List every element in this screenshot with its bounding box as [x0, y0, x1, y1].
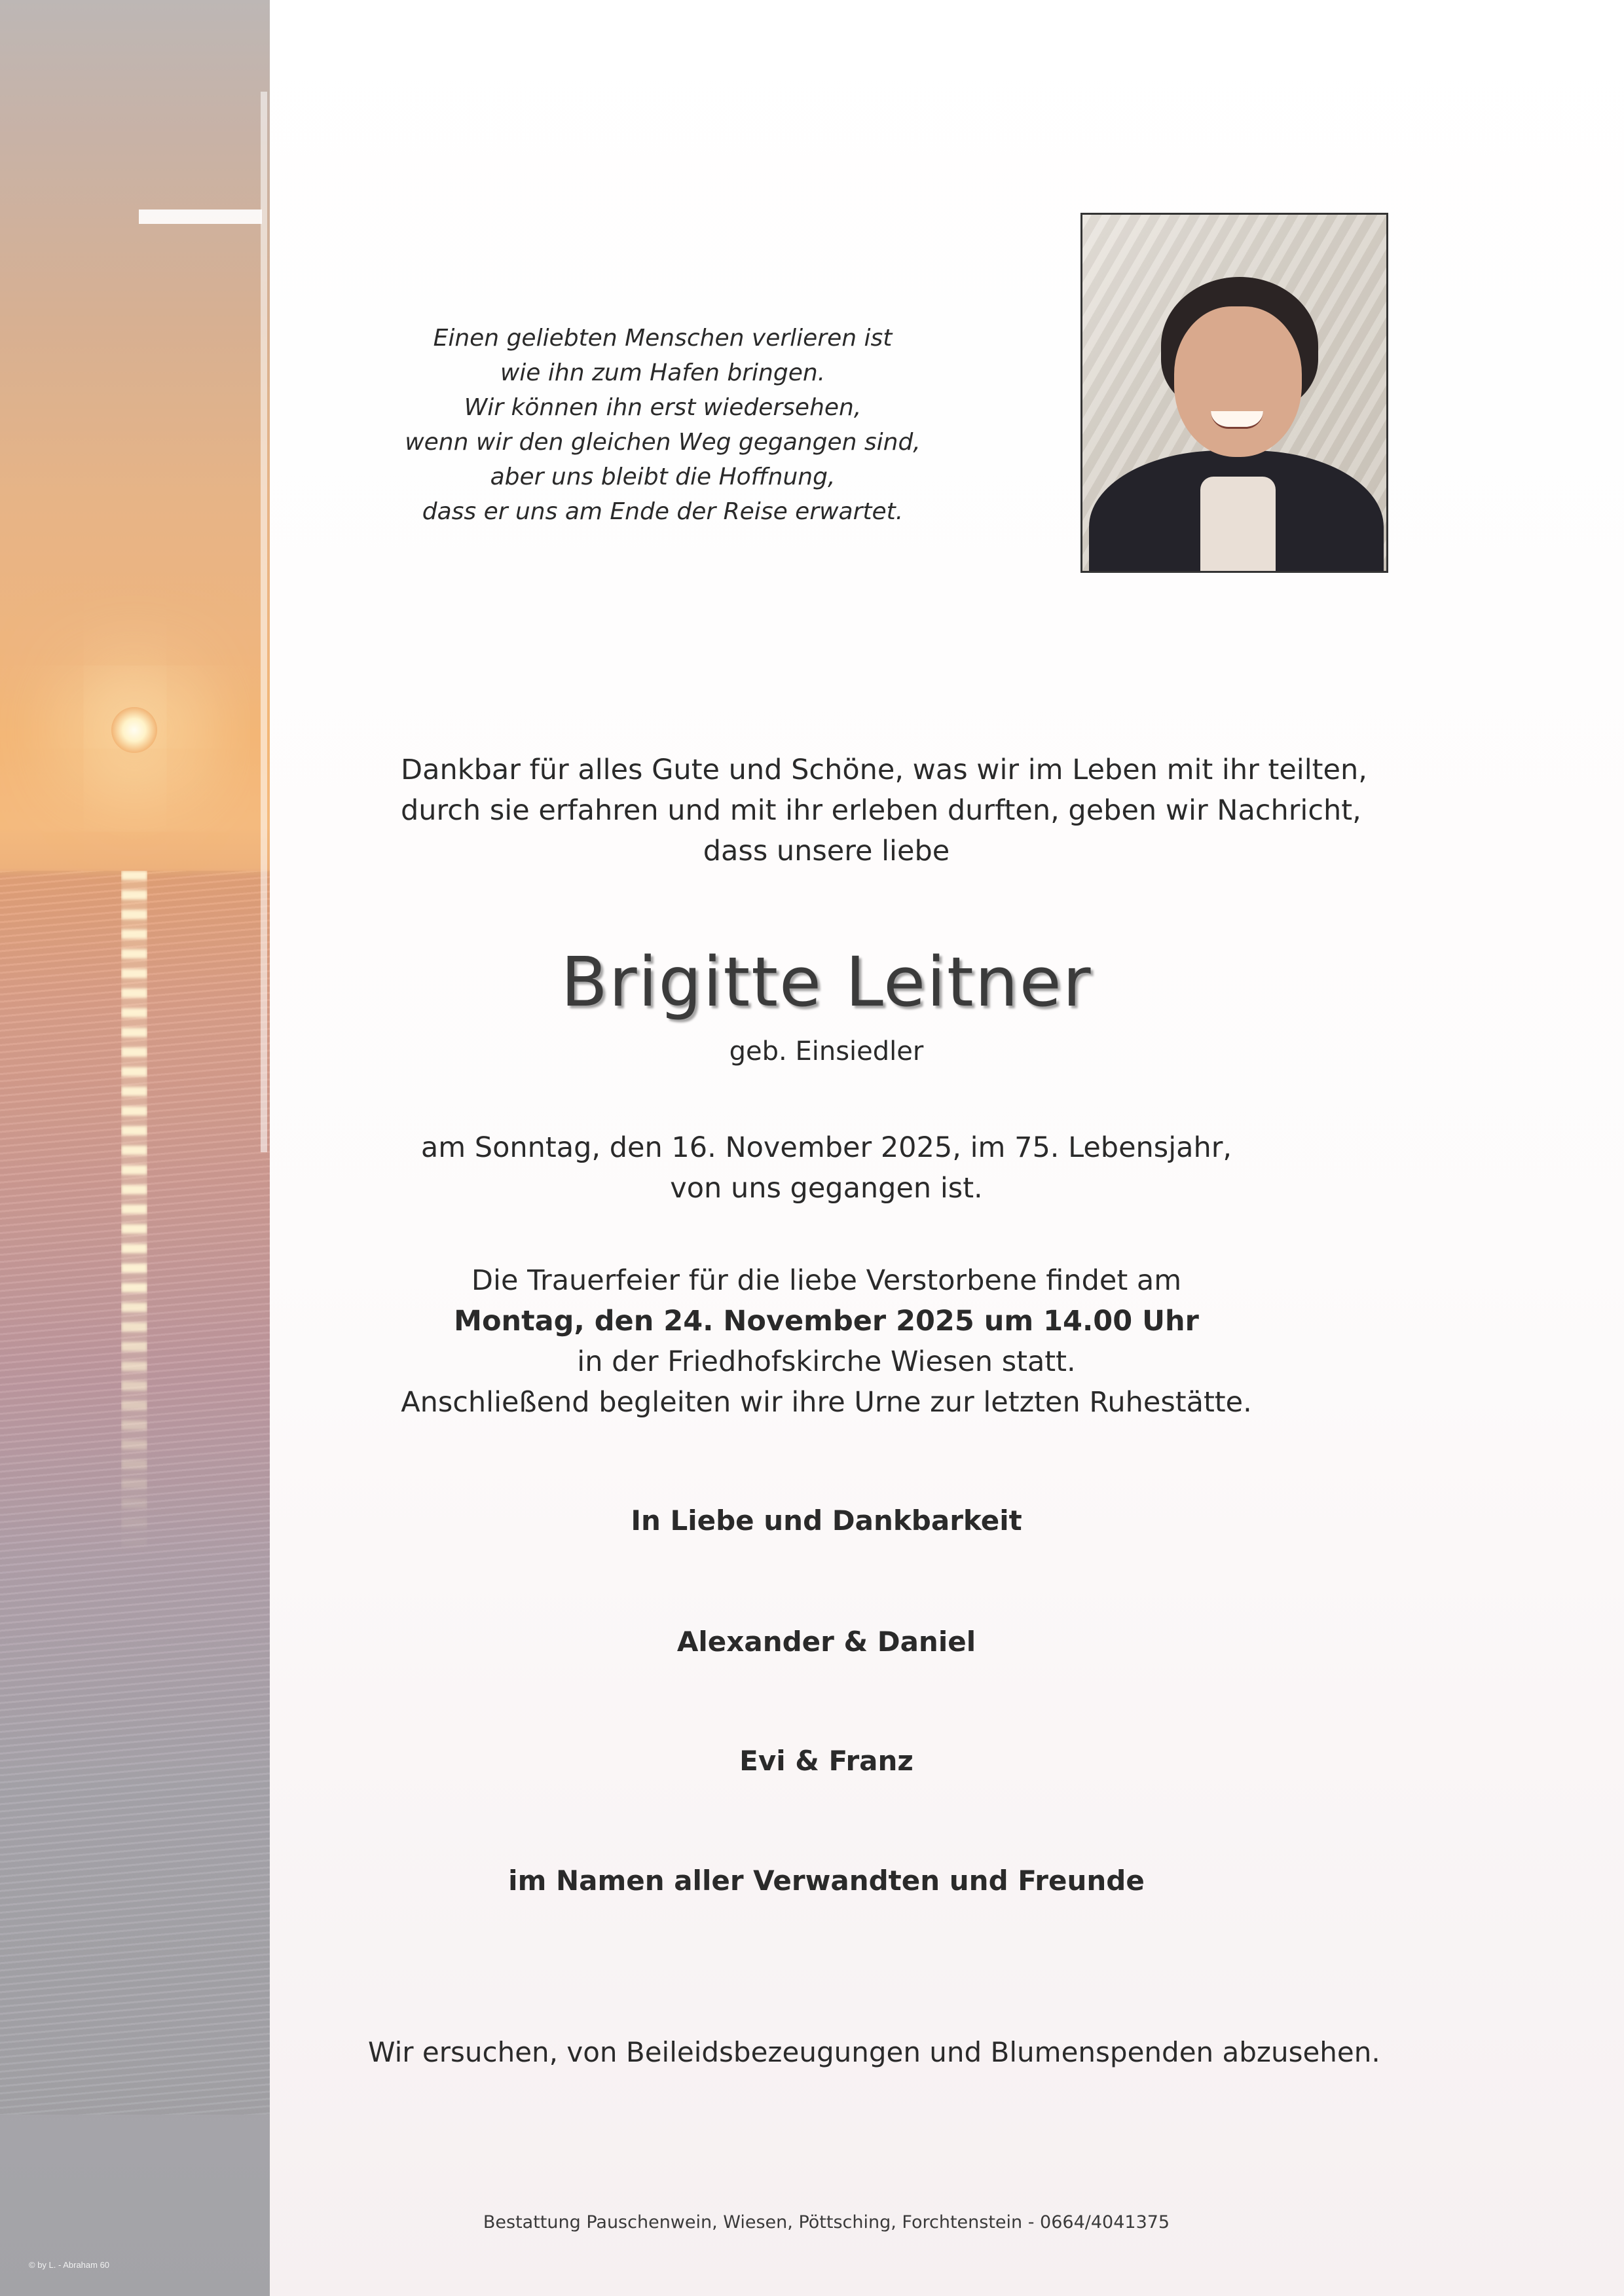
ceremony-line: Anschließend begleiten wir ihre Urne zur letzten Ruhestätte.: [401, 1386, 1252, 1419]
maiden-name: geb. Einsiedler: [729, 1036, 924, 1066]
signatory: im Namen aller Verwandten und Freunde: [508, 1865, 1145, 1897]
sun-reflection: [121, 871, 147, 1558]
image-credit: © by L. - Abraham 60: [29, 2260, 110, 2270]
ceremony-line: Die Trauerfeier für die liebe Verstorbene findet am: [471, 1264, 1182, 1297]
photo-shirt: [1200, 477, 1276, 573]
signatory: Evi & Franz: [739, 1745, 913, 1777]
funeral-home-footer: Bestattung Pauschenwein, Wiesen, Pöttsching, Forchtenstein - 0664/4041375: [483, 2212, 1170, 2232]
signatory: Alexander & Daniel: [676, 1626, 976, 1658]
death-date-text: [401, 1127, 1252, 1209]
poem-line: wie ihn zum Hafen bringen.: [500, 359, 826, 386]
sun: [111, 707, 157, 753]
intro-line: Dankbar für alles Gute und Schöne, was wir im Leben mit ihr teilten,: [401, 754, 1367, 786]
cross-vertical-bar: [261, 92, 267, 1152]
poem-line: Wir können ihn erst wiedersehen,: [464, 394, 862, 421]
poem-line: dass er uns am Ende der Reise erwartet.: [422, 498, 904, 525]
closing-phrase: In Liebe und Dankbarkeit: [631, 1504, 1022, 1537]
cross-horizontal-bar: [139, 210, 262, 224]
ceremony-line: in der Friedhofskirche Wiesen statt.: [577, 1345, 1076, 1378]
intro-line: dass unsere liebe: [703, 835, 950, 867]
condolence-request: Wir ersuchen, von Beileidsbezeugungen und Blumenspenden abzusehen.: [368, 2036, 1380, 2068]
poem-line: wenn wir den gleichen Weg gegangen sind,: [405, 429, 921, 456]
intro-text: [401, 750, 1367, 871]
sunset-sea-photo-strip: [0, 0, 270, 2296]
intro-line: durch sie erfahren und mit ihr erleben durften, geben wir Nachricht,: [401, 794, 1361, 827]
poem-line: Einen geliebten Menschen verlieren ist: [433, 325, 893, 352]
deceased-name: Brigitte Leitner: [561, 942, 1092, 1022]
portrait-photo: [1080, 213, 1388, 573]
funeral-ceremony-text: [401, 1260, 1252, 1423]
poem-line: aber uns bleibt die Hoffnung,: [490, 464, 836, 490]
ceremony-date-time: Montag, den 24. November 2025 um 14.00 Uhr: [454, 1305, 1199, 1338]
notice-content: [270, 0, 1624, 2296]
memorial-poem: [401, 321, 925, 529]
death-line: am Sonntag, den 16. November 2025, im 75. Lebensjahr,: [420, 1131, 1232, 1164]
death-line: von uns gegangen ist.: [670, 1172, 983, 1205]
photo-face: [1174, 306, 1302, 457]
